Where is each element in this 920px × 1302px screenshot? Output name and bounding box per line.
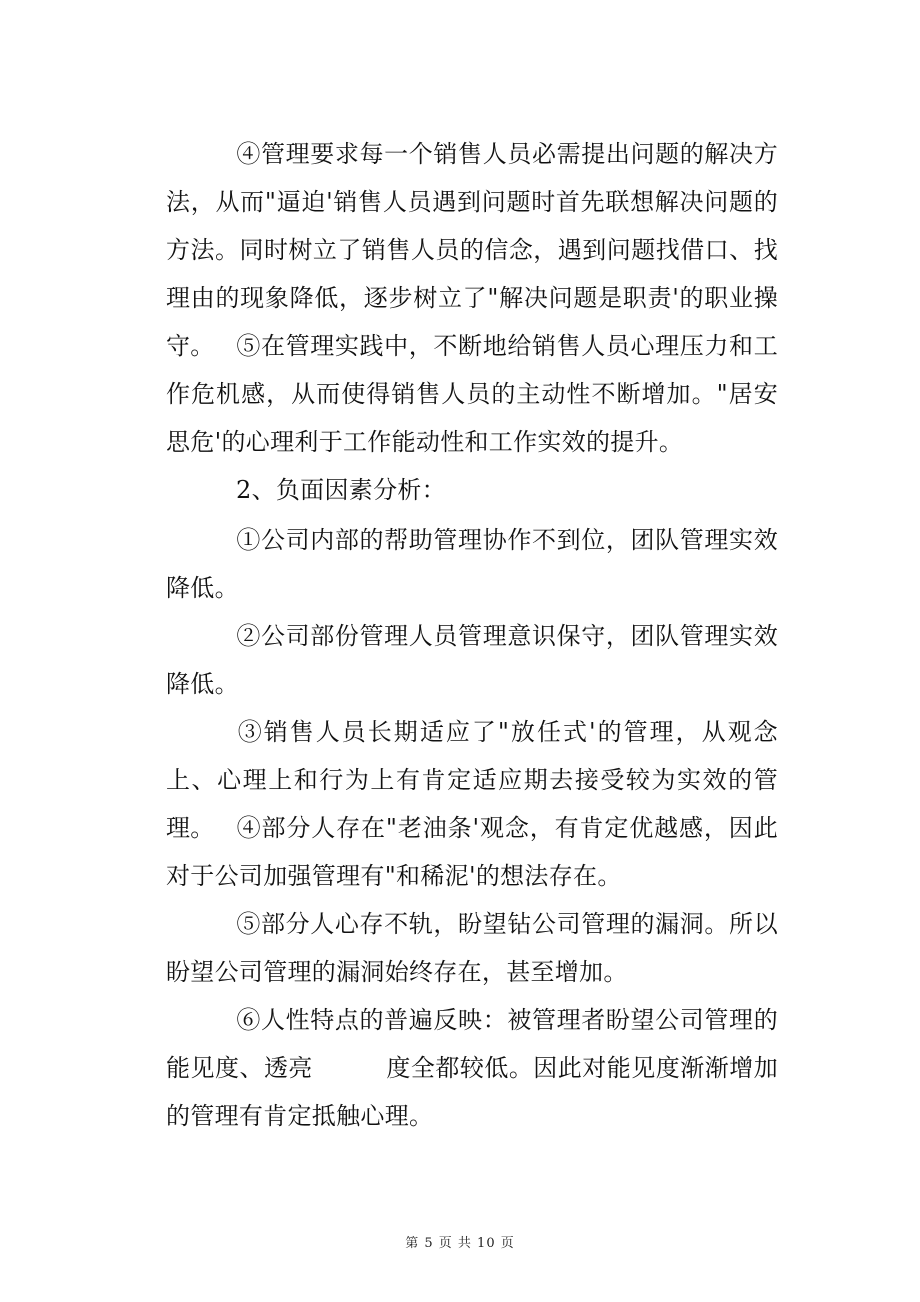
paragraph-text: ③销售人员长期适应了"放任式'的管理，从观念上、心理上和行为上有肯定适应期去接受较为实效的管理。: [166, 718, 778, 842]
section-heading-negative-factors: [166, 466, 778, 514]
paragraph-negative-point-4: [166, 804, 778, 900]
paragraph-text: ②公司部份管理人员管理意识保守，团队管理实效降低。: [166, 622, 778, 698]
paragraph-text: ⑤部分人心存不轨，盼望钻公司管理的漏洞。所以盼望公司管理的漏洞始终存在，甚至增加。: [166, 910, 778, 986]
paragraph-text: ⑥人性特点的普遍反映：被管理者盼望公司管理的能见度、透亮 度全都较低。因此对能见度渐渐增加的管理有肯定抵触心理。: [166, 1006, 778, 1130]
paragraph-text: ④管理要求每一个销售人员必需提出问题的解决方法，从而"逼迫'销售人员遇到问题时首先联想解决问题的方法。同时树立了销售人员的信念，遇到问题找借口、找理由的现象降低，逐步树立了"解决问题是职责'的职业操守。: [166, 140, 778, 360]
paragraph-text: ①公司内部的帮助管理协作不到位，团队管理实效降低。: [166, 526, 778, 602]
paragraph-negative-point-1: [166, 516, 778, 612]
paragraph-negative-point-2: [166, 612, 778, 708]
page-number-footer: 第 5 页 共 10 页: [405, 1236, 515, 1251]
paragraph-negative-point-5: [166, 900, 778, 996]
paragraph-text: 2、负面因素分析：: [236, 476, 446, 504]
paragraph-text: ④部分人存在"老油条'观念，有肯定优越感，因此对于公司加强管理有"和稀泥'的想法存在。: [166, 814, 778, 890]
paragraph-negative-point-6: [166, 996, 778, 1140]
paragraph-management-point-5: [166, 322, 778, 466]
paragraph-text: ⑤在管理实践中，不断地给销售人员心理压力和工作危机感，从而使得销售人员的主动性不断增加。"居安思危'的心理利于工作能动性和工作实效的提升。: [166, 332, 778, 456]
